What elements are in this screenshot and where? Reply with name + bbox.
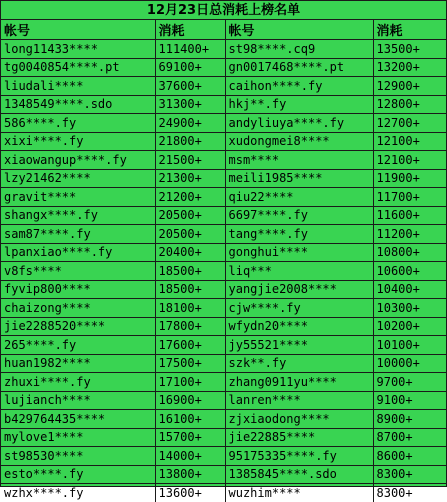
cell-consumption-left: 31300+ bbox=[155, 95, 225, 114]
table-row bbox=[1, 280, 446, 299]
table-row bbox=[1, 317, 446, 336]
cell-consumption-right: 10400+ bbox=[373, 280, 446, 299]
header-account-right: 帐号 bbox=[225, 20, 373, 40]
cell-account-right: wuzhim**** bbox=[225, 484, 373, 502]
cell-account-right: 95175335****.fy bbox=[225, 447, 373, 466]
table-row bbox=[1, 336, 446, 355]
cell-consumption-right: 9100+ bbox=[373, 391, 446, 410]
cell-consumption-left: 21200+ bbox=[155, 188, 225, 207]
cell-account-right: szk**.fy bbox=[225, 354, 373, 373]
cell-consumption-left: 16100+ bbox=[155, 410, 225, 429]
cell-account-left: huan1982**** bbox=[1, 354, 155, 373]
cell-consumption-left: 18500+ bbox=[155, 280, 225, 299]
cell-consumption-right: 8300+ bbox=[373, 465, 446, 484]
table-row bbox=[1, 114, 446, 133]
cell-account-right: tang****.fy bbox=[225, 225, 373, 244]
cell-account-left: 265****.fy bbox=[1, 336, 155, 355]
cell-consumption-left: 111400+ bbox=[155, 40, 225, 59]
table-row bbox=[1, 447, 446, 466]
table-row bbox=[1, 465, 446, 484]
table-header bbox=[1, 20, 446, 40]
cell-account-right: 1385845****.sdo bbox=[225, 465, 373, 484]
cell-consumption-right: 13500+ bbox=[373, 40, 446, 59]
cell-consumption-right: 11700+ bbox=[373, 188, 446, 207]
table-row bbox=[1, 410, 446, 429]
cell-consumption-right: 10300+ bbox=[373, 299, 446, 318]
cell-account-left: st98530**** bbox=[1, 447, 155, 466]
cell-consumption-right: 8900+ bbox=[373, 410, 446, 429]
cell-account-right: lanren**** bbox=[225, 391, 373, 410]
cell-consumption-right: 12700+ bbox=[373, 114, 446, 133]
table-row bbox=[1, 95, 446, 114]
cell-account-left: long11433**** bbox=[1, 40, 155, 59]
cell-account-left: zhuxi****.fy bbox=[1, 373, 155, 392]
cell-consumption-left: 20500+ bbox=[155, 206, 225, 225]
table-row bbox=[1, 373, 446, 392]
cell-account-left: fyvip800**** bbox=[1, 280, 155, 299]
board-title: 12月23日总消耗上榜名单 bbox=[1, 1, 446, 20]
header-consumption-left: 消耗 bbox=[155, 20, 225, 40]
table-row bbox=[1, 188, 446, 207]
cell-consumption-right: 8300+ bbox=[373, 484, 446, 502]
cell-consumption-right: 13200+ bbox=[373, 58, 446, 77]
header-account-left: 帐号 bbox=[1, 20, 155, 40]
table-row bbox=[1, 225, 446, 244]
cell-consumption-left: 13800+ bbox=[155, 465, 225, 484]
cell-consumption-left: 17500+ bbox=[155, 354, 225, 373]
table-row bbox=[1, 299, 446, 318]
cell-account-left: mylove1**** bbox=[1, 428, 155, 447]
cell-account-left: lpanxiao****.fy bbox=[1, 243, 155, 262]
cell-account-left: lzy21462**** bbox=[1, 169, 155, 188]
ranking-table bbox=[1, 20, 446, 502]
cell-account-right: qiu22**** bbox=[225, 188, 373, 207]
cell-account-right: xudongmei8**** bbox=[225, 132, 373, 151]
table-row bbox=[1, 354, 446, 373]
cell-account-right: liq*** bbox=[225, 262, 373, 281]
cell-consumption-right: 8600+ bbox=[373, 447, 446, 466]
table-body bbox=[1, 40, 446, 502]
table-row bbox=[1, 206, 446, 225]
cell-consumption-left: 21500+ bbox=[155, 151, 225, 170]
cell-account-left: wzhx****.fy bbox=[1, 484, 155, 502]
table-row bbox=[1, 151, 446, 170]
cell-consumption-right: 8700+ bbox=[373, 428, 446, 447]
table-row bbox=[1, 428, 446, 447]
cell-account-right: andyliuya****.fy bbox=[225, 114, 373, 133]
cell-consumption-left: 24900+ bbox=[155, 114, 225, 133]
cell-consumption-left: 18100+ bbox=[155, 299, 225, 318]
cell-account-left: sam87****.fy bbox=[1, 225, 155, 244]
cell-account-right: yangjie2008**** bbox=[225, 280, 373, 299]
cell-consumption-left: 20400+ bbox=[155, 243, 225, 262]
cell-consumption-right: 11200+ bbox=[373, 225, 446, 244]
cell-account-left: 1348549****.sdo bbox=[1, 95, 155, 114]
cell-account-right: cjw****.fy bbox=[225, 299, 373, 318]
cell-consumption-left: 17600+ bbox=[155, 336, 225, 355]
cell-consumption-left: 21300+ bbox=[155, 169, 225, 188]
cell-account-right: caihon****.fy bbox=[225, 77, 373, 96]
cell-account-left: esto****.fy bbox=[1, 465, 155, 484]
cell-account-right: msm**** bbox=[225, 151, 373, 170]
cell-account-left: tg0040854****.pt bbox=[1, 58, 155, 77]
cell-account-right: gn0017468****.pt bbox=[225, 58, 373, 77]
cell-consumption-right: 12800+ bbox=[373, 95, 446, 114]
cell-consumption-right: 10000+ bbox=[373, 354, 446, 373]
cell-account-left: gravit**** bbox=[1, 188, 155, 207]
table-row bbox=[1, 169, 446, 188]
cell-consumption-right: 9700+ bbox=[373, 373, 446, 392]
table-row bbox=[1, 243, 446, 262]
header-row bbox=[1, 20, 446, 40]
cell-account-right: zhang0911yu**** bbox=[225, 373, 373, 392]
cell-consumption-left: 14000+ bbox=[155, 447, 225, 466]
cell-consumption-right: 11600+ bbox=[373, 206, 446, 225]
cell-consumption-right: 10100+ bbox=[373, 336, 446, 355]
cell-account-left: xixi****.fy bbox=[1, 132, 155, 151]
cell-account-left: shangx****.fy bbox=[1, 206, 155, 225]
table-row bbox=[1, 484, 446, 502]
cell-consumption-right: 12100+ bbox=[373, 132, 446, 151]
cell-consumption-left: 16900+ bbox=[155, 391, 225, 410]
cell-account-right: st98****.cq9 bbox=[225, 40, 373, 59]
header-consumption-right: 消耗 bbox=[373, 20, 446, 40]
cell-account-right: meili1985**** bbox=[225, 169, 373, 188]
cell-consumption-right: 11900+ bbox=[373, 169, 446, 188]
cell-consumption-left: 17100+ bbox=[155, 373, 225, 392]
cell-consumption-right: 10200+ bbox=[373, 317, 446, 336]
cell-account-left: liudali**** bbox=[1, 77, 155, 96]
cell-consumption-right: 12900+ bbox=[373, 77, 446, 96]
cell-consumption-left: 69100+ bbox=[155, 58, 225, 77]
cell-consumption-left: 21800+ bbox=[155, 132, 225, 151]
table-row bbox=[1, 132, 446, 151]
cell-account-left: lujianch**** bbox=[1, 391, 155, 410]
cell-account-left: chaizong**** bbox=[1, 299, 155, 318]
cell-account-left: jie2288520**** bbox=[1, 317, 155, 336]
cell-account-right: jy55521**** bbox=[225, 336, 373, 355]
cell-consumption-right: 10600+ bbox=[373, 262, 446, 281]
cell-consumption-right: 10800+ bbox=[373, 243, 446, 262]
cell-account-left: v8fs**** bbox=[1, 262, 155, 281]
cell-account-right: 6697****.fy bbox=[225, 206, 373, 225]
cell-account-right: jie22885**** bbox=[225, 428, 373, 447]
table-row bbox=[1, 391, 446, 410]
cell-account-right: gonghui**** bbox=[225, 243, 373, 262]
cell-account-left: 586****.fy bbox=[1, 114, 155, 133]
cell-account-right: zjxiaodong**** bbox=[225, 410, 373, 429]
cell-consumption-left: 17800+ bbox=[155, 317, 225, 336]
cell-account-right: hkj**.fy bbox=[225, 95, 373, 114]
table-row bbox=[1, 40, 446, 59]
cell-consumption-left: 37600+ bbox=[155, 77, 225, 96]
table-row bbox=[1, 58, 446, 77]
table-row bbox=[1, 262, 446, 281]
cell-account-left: xiaowangup****.fy bbox=[1, 151, 155, 170]
cell-account-left: b429764435**** bbox=[1, 410, 155, 429]
cell-consumption-left: 13600+ bbox=[155, 484, 225, 502]
cell-account-right: wfydn20**** bbox=[225, 317, 373, 336]
table-row bbox=[1, 77, 446, 96]
cell-consumption-left: 18500+ bbox=[155, 262, 225, 281]
cell-consumption-left: 15700+ bbox=[155, 428, 225, 447]
cell-consumption-left: 20500+ bbox=[155, 225, 225, 244]
cell-consumption-right: 12100+ bbox=[373, 151, 446, 170]
